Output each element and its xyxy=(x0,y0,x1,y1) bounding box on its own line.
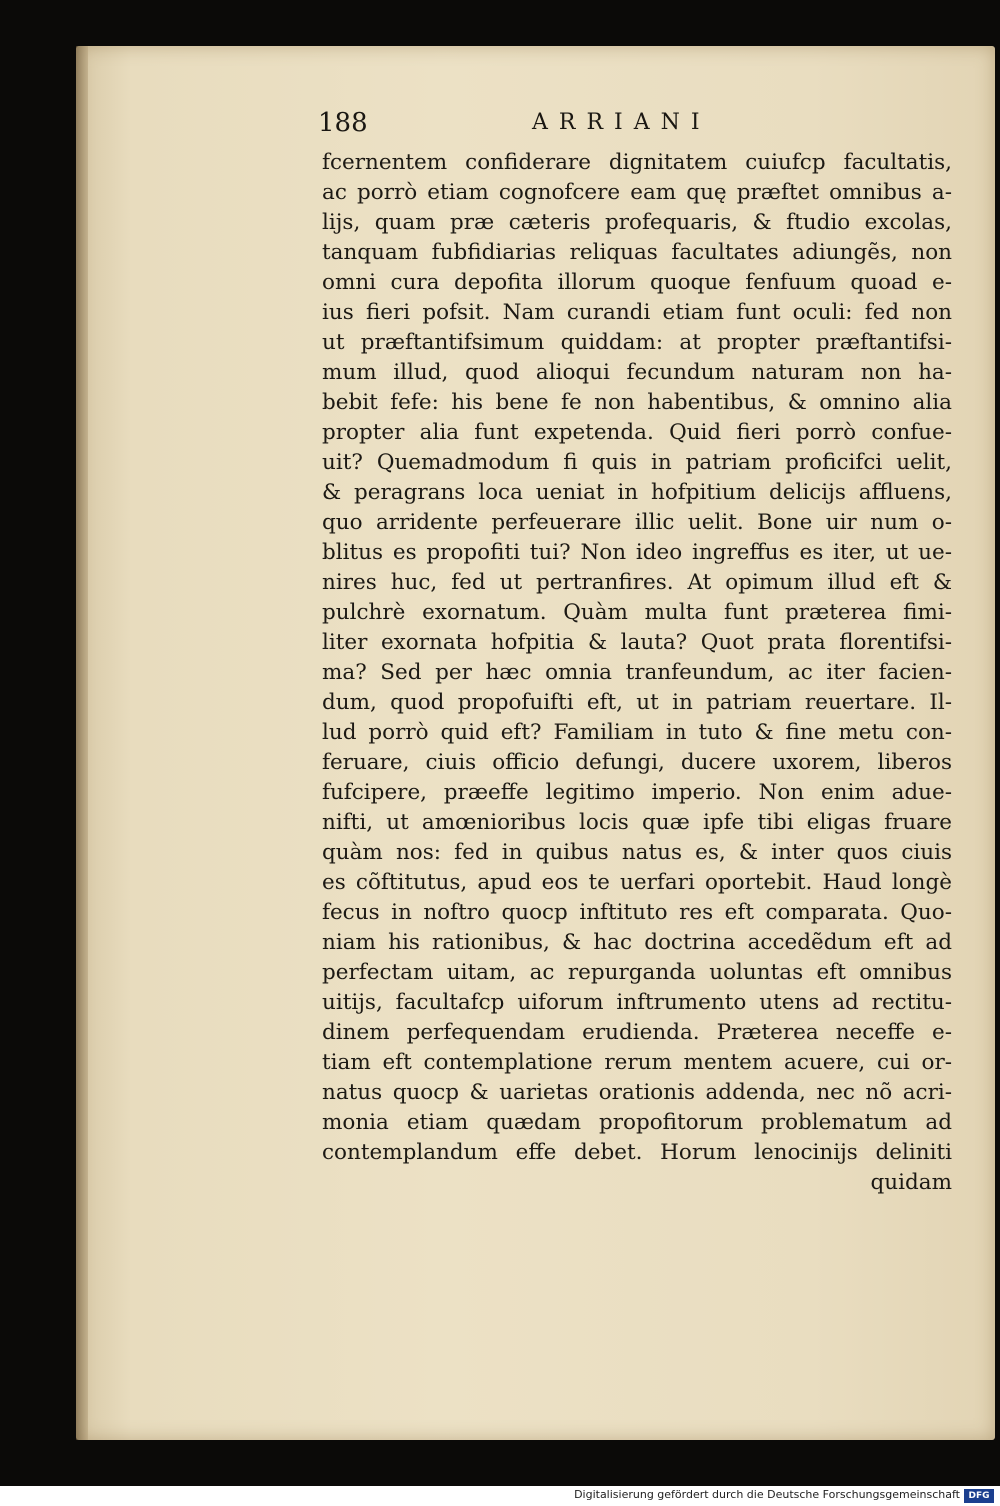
text-line: fufcipere, præeffe legitimo imperio. Non enim adue- xyxy=(322,780,952,805)
text-line: uit? Quemadmodum fi quis in patriam proficifci uelit, xyxy=(322,450,952,475)
text-line: ma? Sed per hæc omnia tranfeundum, ac iter facien- xyxy=(322,660,952,685)
text-line: es cõftitutus, apud eos te uerfari oportebit. Haud longè xyxy=(322,870,952,895)
text-line: monia etiam quædam propofitorum problematum ad xyxy=(322,1110,952,1135)
footer-bar xyxy=(0,1486,1000,1506)
body-text xyxy=(322,148,952,1198)
text-line: mum illud, quod alioqui fecundum naturam non ha- xyxy=(322,360,952,385)
text-line: lijs, quam præ cæteris profequaris, & ftudio excolas, xyxy=(322,210,952,235)
catchword: quidam xyxy=(870,1170,952,1195)
dfg-logo: DFG xyxy=(964,1489,994,1503)
text-line: perfectam uitam, ac repurganda uoluntas eft omnibus xyxy=(322,960,952,985)
text-line: contemplandum effe debet. Horum lenocinijs deliniti xyxy=(322,1140,952,1165)
text-line: pulchrè exornatum. Quàm multa funt præterea fimi- xyxy=(322,600,952,625)
text-line: propter alia funt expetenda. Quid fieri porrò confue- xyxy=(322,420,952,445)
page-number: 188 xyxy=(318,108,368,138)
running-head: ARRIANI xyxy=(532,110,711,135)
text-line: uitijs, facultafcp uiforum inftrumento utens ad rectitu- xyxy=(322,990,952,1015)
text-line: blitus es propofiti tui? Non ideo ingreffus es iter, ut ue- xyxy=(322,540,952,565)
page-header xyxy=(318,108,958,148)
text-line: natus quocp & uarietas orationis addenda, nec nõ acri- xyxy=(322,1080,952,1105)
text-line: ut præftantifsimum quiddam: at propter præftantifsi- xyxy=(322,330,952,355)
text-line: liter exornata hofpitia & lauta? Quot prata florentifsi- xyxy=(322,630,952,655)
text-line: dum, quod propofuifti eft, ut in patriam reuertare. Il- xyxy=(322,690,952,715)
text-line: nires huc, fed ut pertranfires. At opimum illud eft & xyxy=(322,570,952,595)
text-line: & peragrans loca ueniat in hofpitium delicijs affluens, xyxy=(322,480,952,505)
text-line: quàm nos: fed in quibus natus es, & inter quos ciuis xyxy=(322,840,952,865)
funding-credit: Digitalisierung gefördert durch die Deutsche Forschungsgemeinschaft xyxy=(574,1488,960,1501)
text-line: tiam eft contemplatione rerum mentem acuere, cui or- xyxy=(322,1050,952,1075)
text-line: tanquam fubfidiarias reliquas facultates adiungẽs, non xyxy=(322,240,952,265)
text-line: omni cura depofita illorum quoque fenfuum quoad e- xyxy=(322,270,952,295)
text-line: ius fieri pofsit. Nam curandi etiam funt oculi: fed non xyxy=(322,300,952,325)
text-line: feruare, ciuis officio defungi, ducere uxorem, liberos xyxy=(322,750,952,775)
text-line: bebit fefe: his bene fe non habentibus, & omnino alia xyxy=(322,390,952,415)
text-line: quo arridente perfeuerare illic uelit. Bone uir num o- xyxy=(322,510,952,535)
text-line: lud porrò quid eft? Familiam in tuto & fine metu con- xyxy=(322,720,952,745)
page-binding-edge xyxy=(76,46,88,1440)
text-line: ac porrò etiam cognofcere eam quę præftet omnibus a- xyxy=(322,180,952,205)
text-line: niam his rationibus, & hac doctrina accedẽdum eft ad xyxy=(322,930,952,955)
text-line: dinem perfequendam erudienda. Præterea neceffe e- xyxy=(322,1020,952,1045)
text-line: nifti, ut amœnioribus locis quæ ipfe tibi eligas fruare xyxy=(322,810,952,835)
text-line: fecus in noftro quocp inftituto res eft comparata. Quo- xyxy=(322,900,952,925)
text-line: fcernentem confiderare dignitatem cuiufcp facultatis, xyxy=(322,150,952,175)
